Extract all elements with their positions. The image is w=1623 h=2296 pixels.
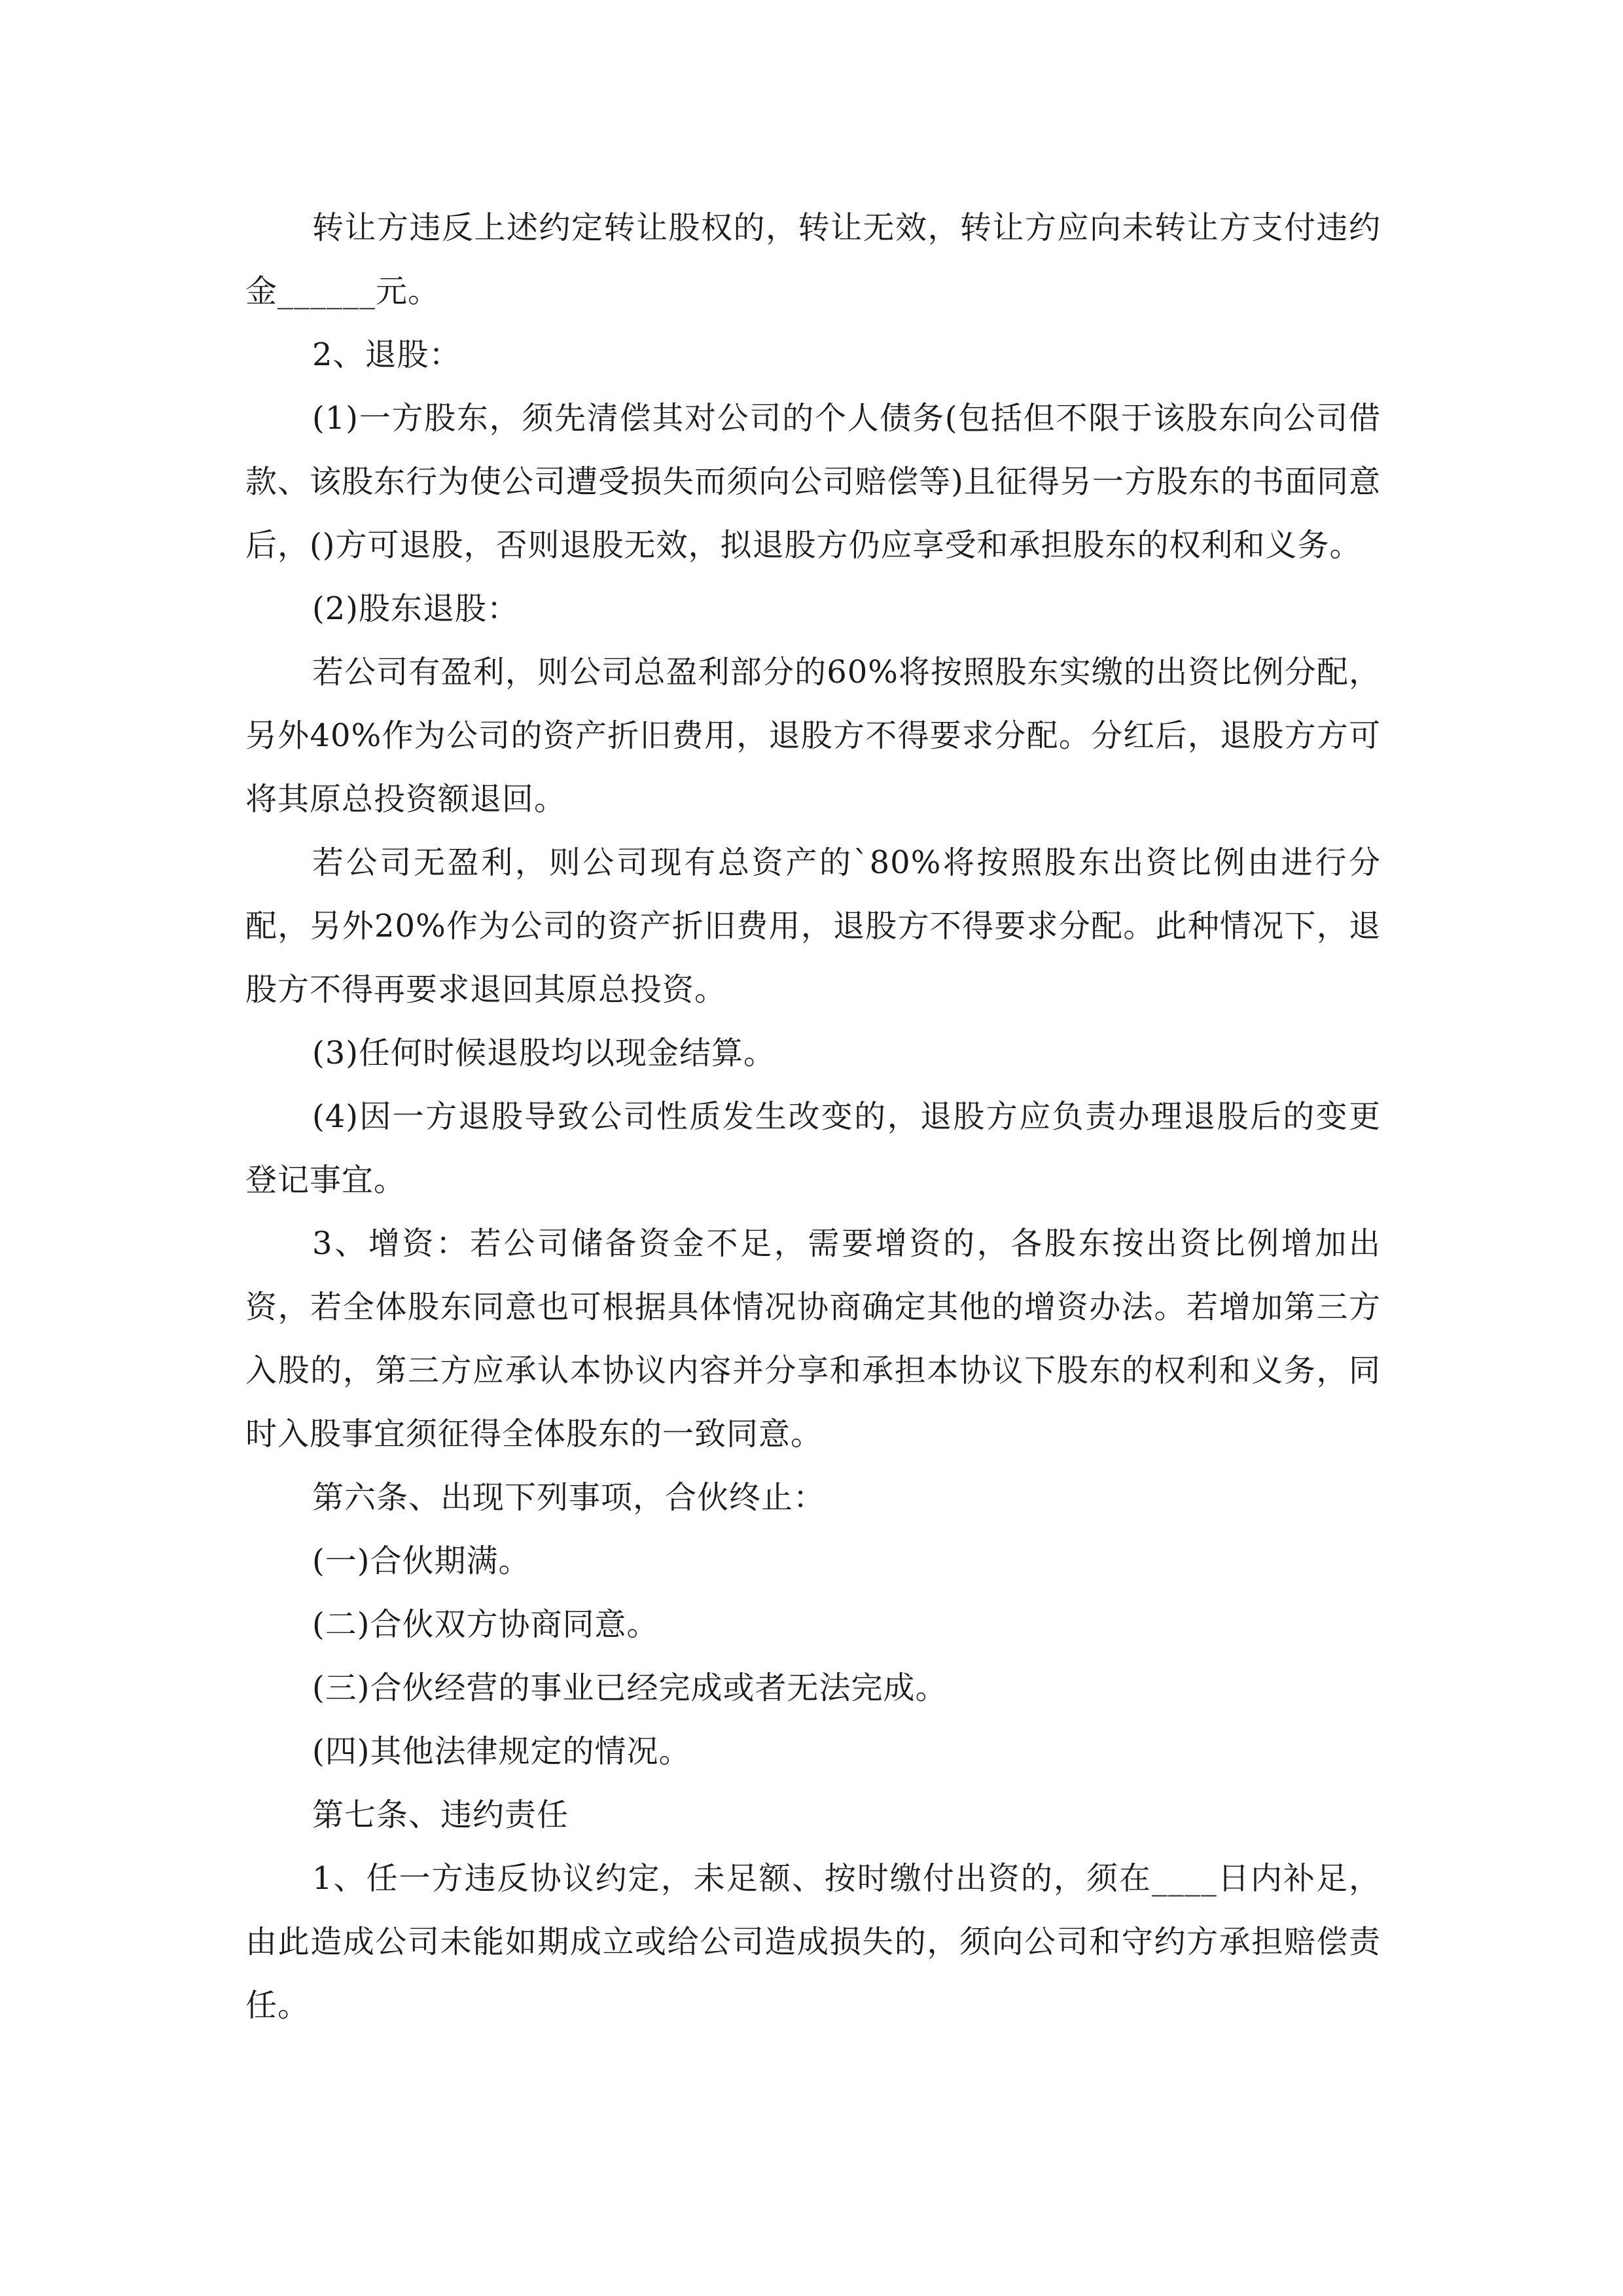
heading-shareholder-withdrawal: (2)股东退股：: [312, 590, 519, 627]
paragraph-withdrawal-condition: (1)一方股东，须先清偿其对公司的个人债务(包括但不限于该股东向公司借款、该股东行为使公司遭受损失而须向公司赔偿等)且征得另一方股东的书面同意后，()方可退股，否则退股无效，拟退股方仍应享受和承担股东的权利和义务。: [245, 400, 1381, 564]
paragraph-capital-increase: 3、增资：若公司储备资金不足，需要增资的，各股东按出资比例增加出资，若全体股东同意也可根据具体情况协商确定其他的增资办法。若增加第三方入股的，第三方应承认本协议内容并分享和承担本协议下股东的权利和义务，同时入股事宜须征得全体股东的一致同意。: [245, 1225, 1381, 1452]
heading-article-six: 第六条、出现下列事项，合伙终止：: [312, 1479, 826, 1516]
list-item-termination-4: (四)其他法律规定的情况。: [312, 1733, 691, 1770]
list-item-termination-1: (一)合伙期满。: [312, 1543, 531, 1579]
list-item-termination-3: (三)合伙经营的事业已经完成或者无法完成。: [312, 1670, 948, 1706]
paragraph-profit-case: 若公司有盈利，则公司总盈利部分的60%将按照股东实缴的出资比例分配，另外40%作为公司的资产折旧费用，退股方不得要求分配。分红后，退股方方可将其原总投资额退回。: [245, 654, 1381, 817]
heading-withdrawal: 2、退股：: [312, 336, 461, 373]
paragraph-breach-liability: 1、任一方违反协议约定，未足额、按时缴付出资的，须在____日内补足，由此造成公司未能如期成立或给公司造成损失的，须向公司和守约方承担赔偿责任。: [245, 1860, 1381, 2024]
paragraph-no-profit-case: 若公司无盈利，则公司现有总资产的`80%将按照股东出资比例由进行分配，另外20%作为公司的资产折旧费用，退股方不得要求分配。此种情况下，退股方不得再要求退回其原总投资。: [245, 844, 1381, 1008]
paragraph-change-registration: (4)因一方退股导致公司性质发生改变的，退股方应负责办理退股后的变更登记事宜。: [245, 1098, 1381, 1198]
paragraph-cash-settlement: (3)任何时候退股均以现金结算。: [312, 1035, 776, 1071]
paragraph-transfer-penalty: 转让方违反上述约定转让股权的，转让无效，转让方应向未转让方支付违约金______元。: [245, 209, 1381, 310]
document-body: [245, 196, 1381, 2037]
heading-article-seven: 第七条、违约责任: [312, 1797, 569, 1833]
list-item-termination-2: (二)合伙双方协商同意。: [312, 1606, 659, 1643]
